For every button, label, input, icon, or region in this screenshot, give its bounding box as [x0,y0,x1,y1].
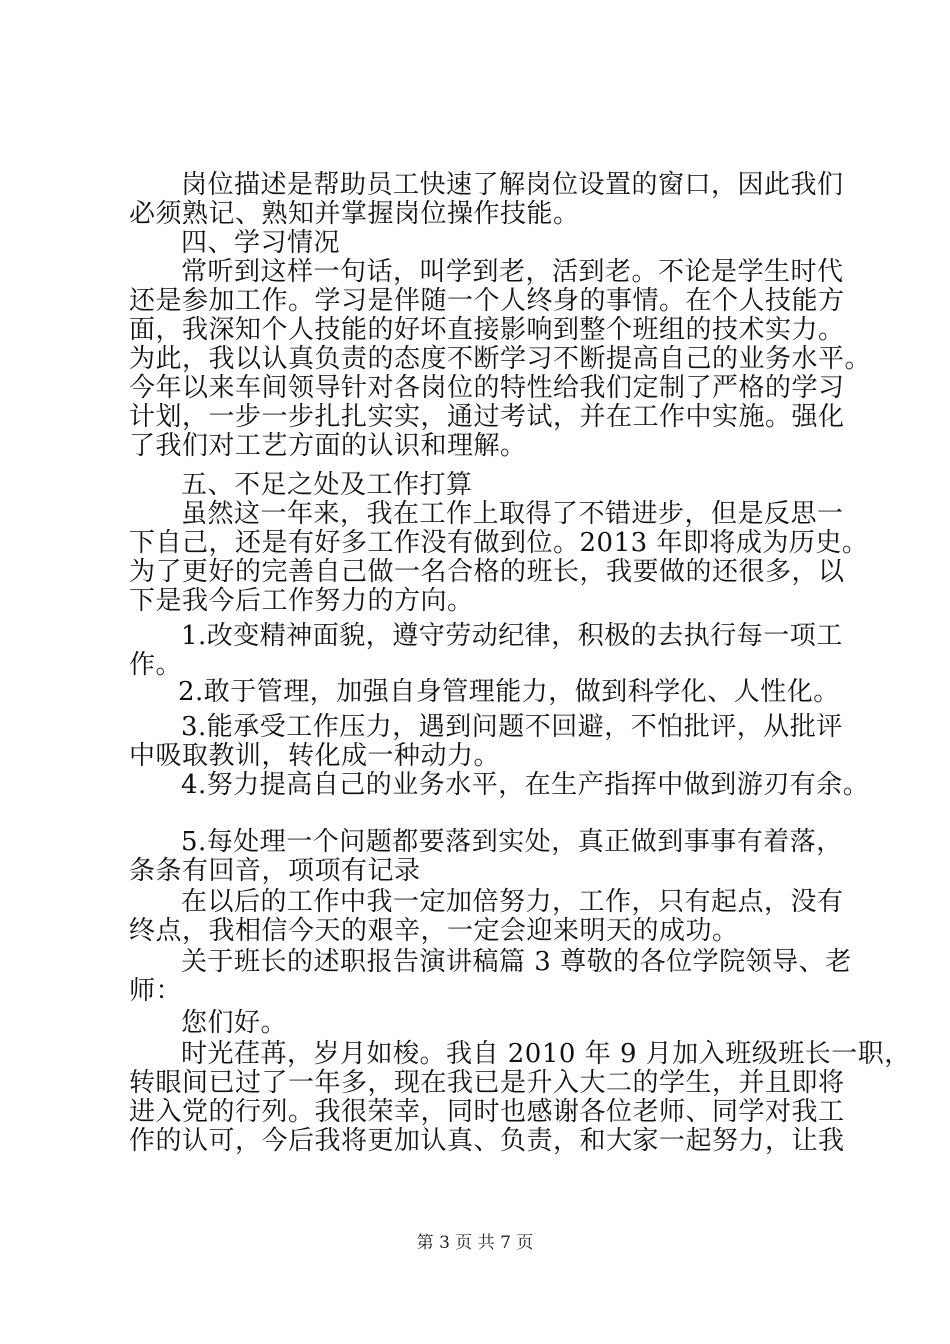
text-line: 条条有回音，项项有记录 [129,856,421,886]
text-line: 作的认可，今后我将更加认真、负责，和大家一起努力，让我 [129,1126,845,1156]
text-line: 下是我今后工作努力的方向。 [129,586,474,616]
text-line: 四、学习情况 [181,228,341,258]
text-line: 今年以来车间领导针对各岗位的特性给我们定制了严格的学习 [129,373,845,403]
page-indicator: 第 3 页 共 7 页 [416,1233,534,1253]
text-line: 面，我深知个人技能的好坏直接影响到整个班组的技术实力。 [129,315,845,345]
text-line: 虽然这一年来，我在工作上取得了不错进步，但是反思一 [181,499,844,529]
text-line: 下自己，还是有好多工作没有做到位。2013 年即将成为历史。 [129,528,869,558]
text-line: 时光荏苒，岁月如梭。我自 2010 年 9 月加入班级班长一职， [181,1039,911,1069]
text-line: 计划，一步一步扎扎实实，通过考试，并在工作中实施。强化 [129,402,845,432]
page-footer [0,1232,950,1254]
text-line: 常听到这样一句话，叫学到老，活到老。不论是学生时代 [181,257,844,287]
text-line: 您们好。 [181,1008,288,1038]
text-line: 中吸取教训，转化成一种动力。 [129,741,501,771]
text-line: 关于班长的述职报告演讲稿篇 3 尊敬的各位学院领导、老 [181,947,852,977]
text-line: 5.每处理一个问题都要落到实处，真正做到事事有着落， [181,827,843,857]
text-line: 五、不足之处及工作打算 [181,470,473,500]
text-line: 为此，我以认真负责的态度不断学习不断提高自己的业务水平。 [129,344,872,374]
text-line: 3.能承受工作压力，遇到问题不回避，不怕批评，从批评 [181,712,843,742]
text-line: 2.敢于管理，加强自身管理能力，做到科学化、人性化。 [178,677,840,707]
text-line: 了我们对工艺方面的认识和理解。 [129,431,527,461]
text-line: 终点，我相信今天的艰辛，一定会迎来明天的成功。 [129,916,739,946]
text-line: 4.努力提高自己的业务水平，在生产指挥中做到游刃有余。 [181,770,870,800]
text-line: 转眼间已过了一年多，现在我已是升入大二的学生，并且即将 [129,1068,845,1098]
text-line: 在以后的工作中我一定加倍努力，工作，只有起点，没有 [181,887,844,917]
text-line: 1.改变精神面貌，遵守劳动纪律，积极的去执行每一项工 [181,621,843,651]
text-line: 师： [129,976,183,1006]
text-line: 进入党的行列。我很荣幸，同时也感谢各位老师、同学对我工 [129,1097,845,1127]
text-line: 还是参加工作。学习是伴随一个人终身的事情。在个人技能方 [129,286,845,316]
text-line: 必须熟记、熟知并掌握岗位操作技能。 [129,199,580,229]
text-line: 岗位描述是帮助员工快速了解岗位设置的窗口，因此我们 [181,170,844,200]
text-line: 作。 [129,650,183,680]
text-line: 为了更好的完善自己做一名合格的班长，我要做的还很多，以 [129,557,845,587]
